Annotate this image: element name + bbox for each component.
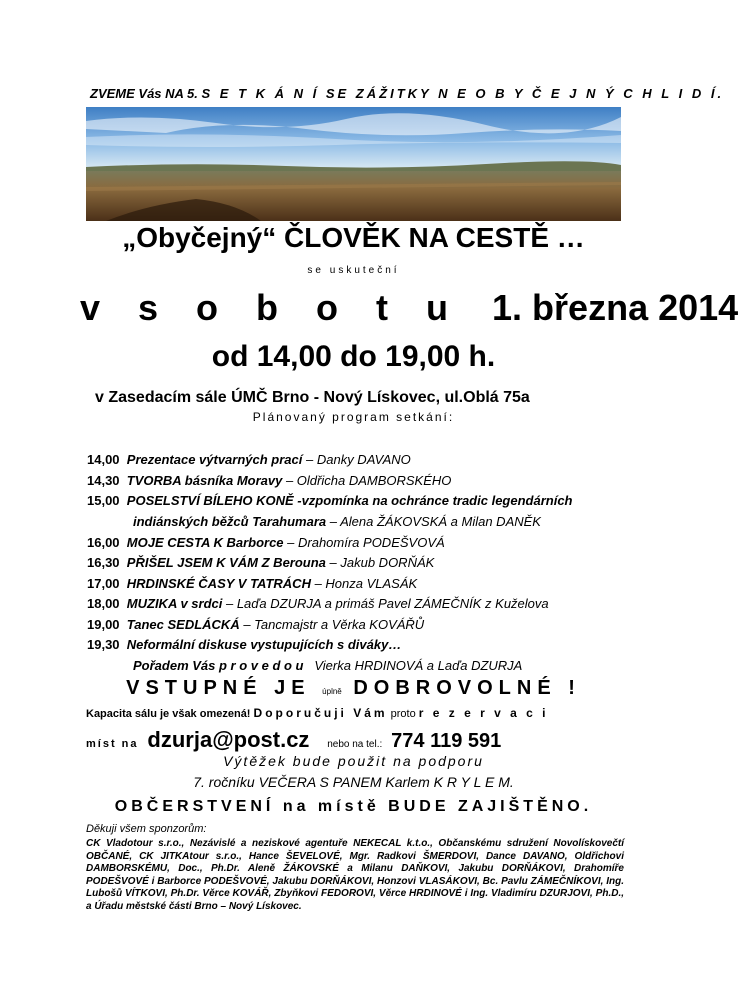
program-title: Tanec SEDLÁCKÁ — [126, 617, 240, 632]
hosts-names: Vierka HRDINOVÁ a Laďa DZURJA — [314, 658, 523, 673]
thanks-heading: Děkuji všem sponzorům: — [86, 823, 207, 835]
program-item — [87, 493, 573, 509]
reservation-text: r e z e r v a c i — [418, 706, 549, 720]
event-title: „Obyčejný“ ČLOVĚK NA CESTĚ … — [122, 222, 585, 253]
program-title: MOJE CESTA K Barborce — [126, 535, 284, 550]
program-item — [87, 452, 411, 468]
program-item — [87, 617, 424, 633]
hosts-line — [133, 658, 522, 674]
entry-small: úplně — [322, 687, 342, 696]
invitation-line — [90, 86, 724, 101]
program-person: – Tancmajstr a Věrka KOVÁŘŮ — [239, 617, 425, 632]
entry-part1: VSTUPNÉ JE — [126, 677, 311, 699]
program-time: 16,30 — [87, 555, 120, 570]
invitation-rest: S E T K Á N Í SE ZÁŽITKY N E O B Y Č E J N Ý C H L I D Í. — [201, 86, 725, 101]
program-person: – Drahomíra PODEŠVOVÁ — [283, 535, 445, 550]
event-date — [80, 287, 738, 329]
phone-label: nebo na tel.: — [327, 739, 383, 750]
program-time: 18,00 — [87, 596, 120, 611]
places-text: míst na — [86, 738, 139, 750]
program-person: – Laďa DZURJA a primáš Pavel ZÁMEČNÍK z Kuželova — [222, 596, 549, 611]
program-time: 17,00 — [87, 576, 120, 591]
program-item — [87, 596, 549, 612]
program-person: – Danky DAVANO — [302, 452, 411, 467]
program-person: – Alena ŽÁKOVSKÁ a Milan DANĚK — [326, 514, 541, 529]
proto-text: proto — [390, 708, 416, 720]
date-weekday: v s o b o t u — [80, 287, 463, 328]
program-time: 14,00 — [87, 452, 120, 467]
program-time: 19,30 — [87, 637, 120, 652]
program-title: HRDINSKÉ ČASY V TATRÁCH — [126, 576, 311, 591]
program-heading: Plánovaný program setkání: — [252, 410, 455, 424]
event-time: od 14,00 do 19,00 h. — [211, 340, 496, 373]
sponsors-list: CK Vladotour s.r.o., Nezávislé a neziskové agentuře NEKECAL k.t.o., Občanskému sdružení Novolískovečtí OBČANÉ, CK JITKAtour s.r.o., Hance ŠEVELOVÉ, Mgr. Radkovi ŠMERDOVI, Dance DAVANO, Oldřichovi DAMBORSKÉMU, Doc., Ph.Dr. Aleně ŽÁKOVSKÉ a Milanu DAŇKOVI, Jakubu DORŇÁKOVI, Drahomíře PODEŠVOVÉ i Barborce PODEŠVOVÉ, Jakubu DORŇÁKOVI, Honzovi VLASÁKOVI, Bc. Pavlu ZÁMEČNÍKOVI, Ing. Lubošů VÍTKOVI, Ph.Dr. Věrce KOVÁŘ, Zbyňkovi FEDOROVI, Věrce HRDINOVÉ i Ing. Vladimíru DZURJOVI, Ph.D., a Úřadu městské části Brno – Nový Lískovec. — [86, 838, 624, 912]
program-title: PŘIŠEL JSEM K VÁM Z Berouna — [126, 555, 326, 570]
recommend-text: Doporučuji Vám — [253, 706, 388, 720]
program-item — [87, 555, 434, 571]
proceeds-target: 7. ročníku VEČERA S PANEM Karlem K R Y L E M. — [193, 774, 514, 790]
program-item — [87, 473, 451, 489]
refreshments-line: OBČERSTVENÍ na místě BUDE ZAJIŠTĚNO. — [114, 798, 593, 815]
program-person: – Jakub DORŇÁK — [325, 555, 435, 570]
contact-email[interactable]: dzurja@post.cz — [147, 727, 310, 752]
invitation-lead: ZVEME Vás NA 5. — [90, 86, 198, 101]
program-title: MUZIKA v srdci — [126, 596, 223, 611]
program-title: Neformální diskuse vystupujících s diváky… — [126, 637, 402, 652]
event-place: v Zasedacím sále ÚMČ Brno - Nový Lískovec, ul.Oblá 75a — [95, 389, 530, 406]
proceeds-line: Výtěžek bude použit na podporu — [223, 753, 484, 769]
program-title: POSELSTVÍ BÍLEHO KONĚ -vzpomínka na ochránce tradic legendárních — [126, 493, 573, 508]
program-person: – Oldřicha DAMBORSKÉHO — [282, 473, 452, 488]
capacity-text: Kapacita sálu je však omezená! — [86, 708, 251, 720]
hosts-label: Pořadem Vás p r o v e d o u — [133, 658, 304, 673]
date-day: 1. března — [492, 287, 649, 328]
entry-part2: DOBROVOLNÉ ! — [353, 677, 581, 699]
program-item — [133, 514, 541, 530]
program-item — [87, 535, 445, 551]
program-title: TVORBA básníka Moravy — [126, 473, 283, 488]
entry-fee — [0, 677, 707, 700]
program-item — [87, 637, 401, 653]
program-time: 15,00 — [87, 493, 120, 508]
contact-phone[interactable]: 774 119 591 — [391, 730, 502, 752]
program-time: 19,00 — [87, 617, 120, 632]
program-title: Prezentace výtvarných prací — [126, 452, 303, 467]
program-title: indiánských běžců Tarahumara — [133, 514, 327, 529]
subtitle: se uskuteční — [307, 265, 400, 276]
program-time: 16,00 — [87, 535, 120, 550]
landscape-photo — [86, 107, 621, 221]
program-time: 14,30 — [87, 473, 120, 488]
contact-line — [86, 727, 501, 753]
program-item — [87, 576, 417, 592]
program-person: – Honza VLASÁK — [310, 576, 418, 591]
capacity-line — [86, 706, 548, 720]
date-year: 2014 — [658, 287, 738, 328]
